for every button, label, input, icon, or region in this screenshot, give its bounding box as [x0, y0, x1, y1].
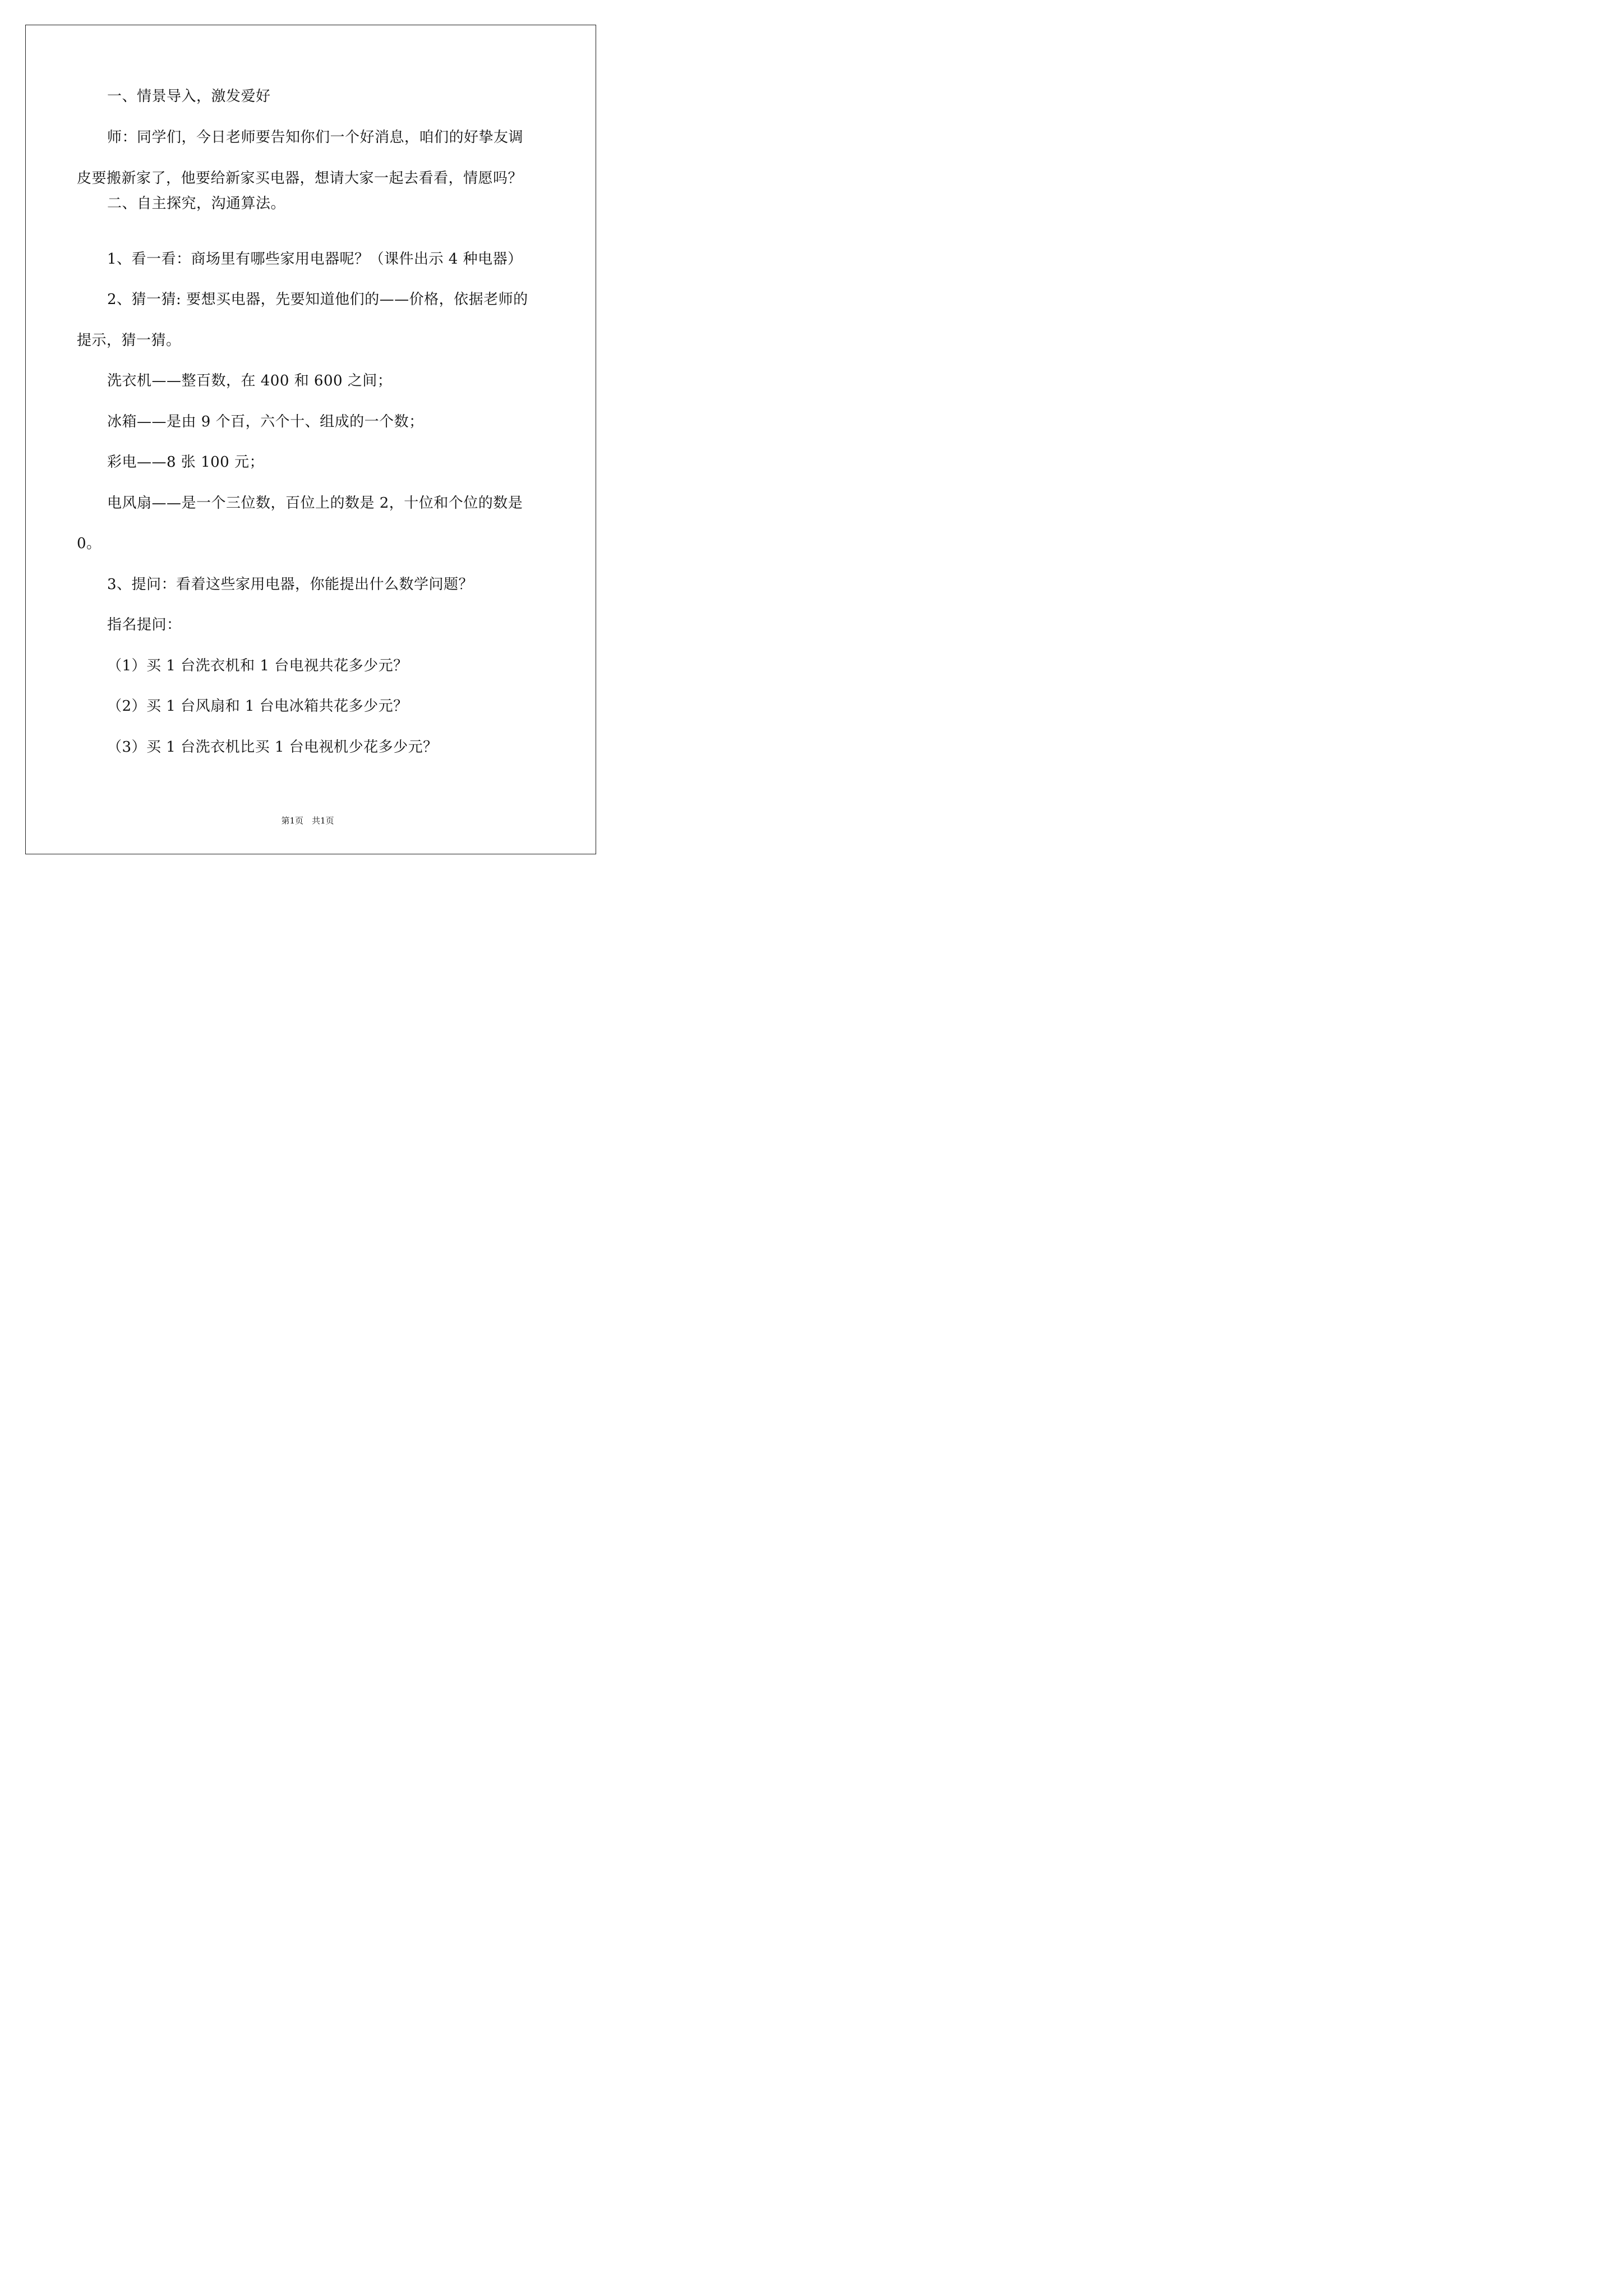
paragraph-line: 提示，猜一猜。	[77, 332, 181, 349]
question-item: （2）买 1 台风扇和 1 台电冰箱共花多少元？	[107, 698, 408, 715]
section-heading-1: 一、情景导入，激发爱好	[107, 88, 271, 105]
paragraph-line: 0。	[77, 535, 102, 552]
question-item: （3）买 1 台洗衣机比买 1 台电视机少花多少元？	[107, 739, 438, 756]
section-heading-2: 二、自主探究，沟通算法。	[107, 195, 286, 212]
question-item: （1）买 1 台洗衣机和 1 台电视共花多少元？	[107, 657, 408, 674]
paragraph-line: 2、猜一猜: 要想买电器，先要知道他们的——价格，依据老师的	[107, 291, 528, 308]
list-item: 电风扇——是一个三位数，百位上的数是 2，十位和个位的数是	[107, 495, 523, 512]
paragraph-line: 师：同学们，今日老师要告知你们一个好消息，咱们的好挚友调	[107, 129, 524, 146]
paragraph-line: 皮要搬新家了，他要给新家买电器，想请大家一起去看看，情愿吗？	[77, 170, 523, 187]
paragraph-line: 1、看一看：商场里有哪些家用电器呢？（课件出示 4 种电器）	[107, 251, 523, 268]
paragraph-line: 指名提问：	[107, 616, 182, 633]
list-item: 彩电——8 张 100 元；	[107, 454, 264, 471]
page-number-footer: 第1页 共1页	[281, 816, 334, 826]
list-item: 冰箱——是由 9 个百，六个十、组成的一个数；	[107, 413, 424, 430]
page-border	[25, 25, 596, 854]
paragraph-line: 3、提问：看着这些家用电器，你能提出什么数学问题？	[107, 576, 474, 593]
list-item: 洗衣机——整百数，在 400 和 600 之间；	[107, 372, 393, 389]
